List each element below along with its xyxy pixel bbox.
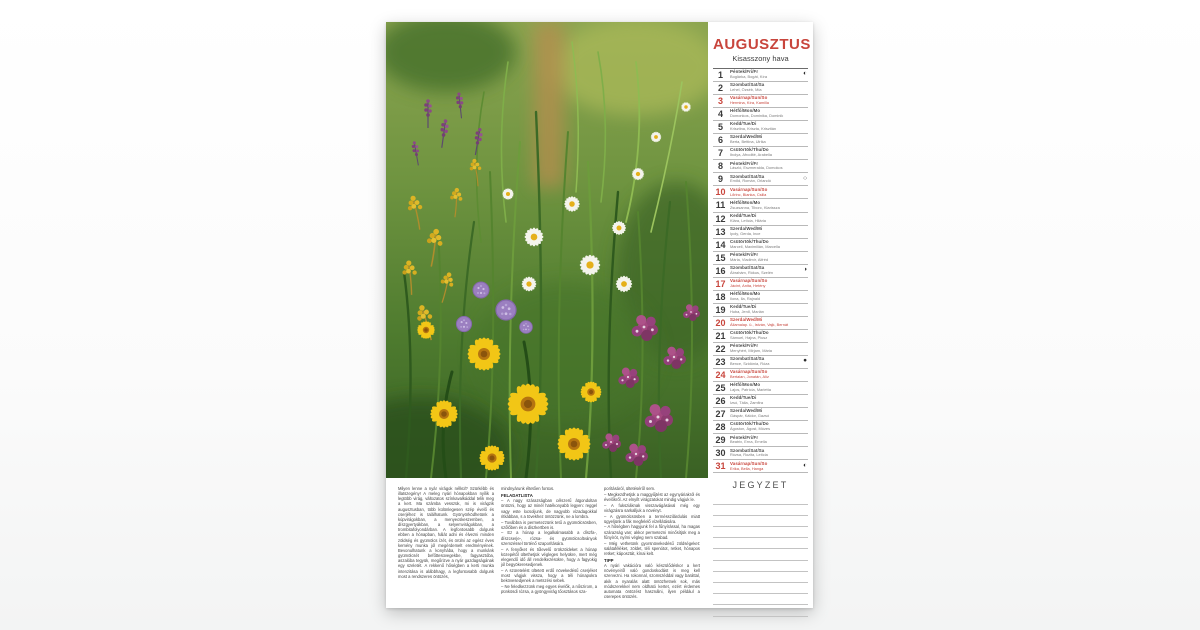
day-text: [730, 279, 799, 288]
article-column-2: [501, 486, 597, 606]
day-weekday: Kedd/Tue/Di: [730, 121, 757, 127]
day-number: 22: [715, 343, 726, 354]
task-item: – A fenyőket és tűlevelű örökzöldeket a hónap közepétől ültethetjük végleges helyükre, mert még elegendő idő áll rendelkezésükre, hogy a fagyokig jól begyökeresedjenek.: [501, 546, 597, 567]
day-names: Emőd, Román, Orlandó: [730, 178, 771, 184]
day-names: Mária, Vladimír, Alfréd: [730, 256, 769, 262]
day-number: 24: [715, 370, 726, 381]
day-number: 21: [715, 330, 726, 341]
day-weekday: Péntek/Fri/Fr: [730, 69, 759, 75]
tasklist-bullets: [501, 498, 597, 594]
day-row: [713, 447, 808, 460]
day-number: 2: [717, 83, 723, 94]
day-weekday: Szerda/Wed/Mi: [730, 225, 763, 231]
day-number: 20: [715, 317, 726, 328]
day-row: [713, 134, 808, 147]
last-quarter-icon: ◑: [803, 266, 807, 274]
day-text: [730, 331, 799, 340]
task-item: – Megkezdhetjük a maggyűjtést az egynyáriakról és évelőkről. Az elnyílt virágzatokat mindig vágjuk le.: [604, 491, 700, 502]
day-row: [713, 95, 808, 108]
day-number: 8: [717, 161, 723, 172]
task-item: – Ez a hónap a legalkalmasabb a díszfa-, díszcserje-, rózsa- és gyümölcsoltványok szemzéssel történő szaporítására.: [501, 530, 597, 546]
calendar-column: [708, 22, 813, 608]
day-names: Izsó, Tália, Zamfira: [730, 400, 764, 406]
day-text: [730, 214, 799, 223]
day-weekday: Péntek/Fri/Fr: [730, 251, 759, 257]
task-item: – Ne feledkezzünk meg egyes évelők, a nőszirom, a pünkösdi rózsa, a gyöngyvirág tőosztásos sza-: [501, 583, 597, 594]
day-text: [730, 292, 799, 301]
day-row: [713, 356, 808, 369]
day-names: Lajos, Patrícia, Marietta: [730, 387, 771, 393]
day-names: Jácint, Anita, Hetény: [730, 282, 766, 288]
full-moon-icon: ○: [803, 174, 807, 182]
day-number: 27: [715, 409, 726, 420]
day-names: Lehel, Özséb, Mía: [730, 87, 762, 93]
day-number: 23: [715, 357, 726, 368]
day-weekday: Szombat/Sat/Sa: [730, 264, 765, 270]
day-names: Államalap. ü., István, Vajk, Bernát: [730, 321, 789, 327]
day-weekday: Szerda/Wed/Mi: [730, 408, 763, 414]
note-line: [713, 605, 808, 616]
day-names: Ipoly, Gerda, Ince: [730, 230, 761, 236]
day-names: Rózsa, Rozita, Letícia: [730, 452, 768, 458]
day-text: [730, 135, 799, 144]
article-col2-lead: mindnyárunk éltetően fontos.: [501, 486, 555, 491]
day-number: 30: [715, 448, 726, 459]
day-row: [713, 213, 808, 226]
day-text: [730, 188, 799, 197]
task-item: – A fuksziáknak visszavágásával még egy virágzásra sarkalljuk a növényt.: [604, 502, 700, 513]
day-row: [713, 278, 808, 291]
day-row: [713, 186, 808, 199]
day-row: [713, 330, 808, 343]
day-number: 11: [715, 200, 726, 211]
day-names: Huba, Jenő, Marián: [730, 308, 764, 314]
notes-title: JEGYZET: [732, 480, 789, 491]
notes-lines: [713, 493, 808, 616]
day-number: 14: [715, 239, 726, 250]
day-number: 1: [717, 70, 723, 80]
note-line: [713, 583, 808, 594]
day-row: [713, 199, 808, 212]
day-names: Marcell, Maximilián, Marcella: [730, 243, 780, 249]
tip-text: A nyári vakációra való készülődéskor a kert növényeiről való gondoskodást is meg kell szervezni. Ha rokonnal, szomszéddal vagy baráttal, akik a nyaralás alatt öntözhetnek sok, más módszerekkel nem oldható kertet, ezért érdemes automata öntözést használni, ilyen például a cserepes öntözés.: [604, 563, 700, 600]
month-subtitle: Kisasszony hava: [732, 54, 789, 63]
flower-meadow-photo: [386, 22, 708, 478]
task-item: – A nagy szárazságban célszerű átgondoltan öntözni, hogy az minél hatékonyabb legyen: reggel vagy este locsoljunk, de nagyobb vízadagokkal ritkábban, s a tövekhez öntözzünk, ne a lombra.: [501, 498, 597, 519]
day-row: [713, 160, 808, 173]
day-weekday: Csütörtök/Thu/Do: [730, 421, 769, 427]
day-row: [713, 343, 808, 356]
day-text: [730, 357, 799, 366]
day-names: Domonkos, Dominika, Dominik: [730, 113, 784, 119]
day-weekday: Szerda/Wed/Mi: [730, 134, 763, 140]
note-line: [713, 505, 808, 516]
flower-meadow-illustration: [386, 22, 708, 478]
day-text: [730, 175, 799, 184]
article-column-3: [604, 486, 700, 606]
day-row: [713, 291, 808, 304]
day-number: 26: [715, 396, 726, 407]
note-line: [713, 572, 808, 583]
day-text: [730, 162, 799, 171]
day-row: [713, 108, 808, 121]
day-names: Ágoston, Ágost, Mózes: [730, 426, 771, 432]
day-names: Hermina, Kíra, Kamilla: [730, 100, 769, 106]
day-names: Ábrahám, Rókus, Szelén: [730, 269, 774, 275]
day-weekday: Péntek/Fri/Fr: [730, 434, 759, 440]
day-text: [730, 227, 799, 236]
task-item: – A szüretelést ültetett erdő növekedésű cserjéket most vágjuk vissza, hogy a téli hónapokra bekövesedjenek a metszési sebek.: [501, 567, 597, 584]
day-row: [713, 369, 808, 382]
first-quarter-icon: ◐: [803, 70, 807, 78]
day-row: [713, 121, 808, 134]
day-weekday: Csütörtök/Thu/Do: [730, 238, 769, 244]
task-item: porításáról, ültetéséről sem.: [604, 486, 656, 491]
day-text: [730, 253, 799, 262]
day-number: 7: [717, 148, 723, 159]
day-number: 18: [715, 291, 726, 302]
task-item: – A gyümölcsösben a termésszilárdulás miatt ügyeljünk a fák megfelelő vízellátására.: [604, 513, 700, 524]
day-text: [730, 383, 799, 392]
day-text: [730, 148, 799, 157]
day-names: Ilona, Ila, Rajnald: [730, 295, 761, 301]
day-number: 9: [717, 174, 723, 185]
day-text: [730, 370, 799, 379]
day-text: [730, 462, 799, 471]
day-text: [730, 318, 799, 327]
day-weekday: Szombat/Sat/Sa: [730, 82, 765, 88]
day-names: Gáspár, Káldor, Gazsó: [730, 413, 770, 419]
day-row: [713, 304, 808, 317]
article-column-1: Milyen lenne a nyár virágok nélkül? Szürkébb és illatszegény! A meleg nyári hónapokban nyílik a legtöbb virág, változatos színkavalkáddal telik meg a kert. Ma számba vesszük, mi is virágzik augusztusban, több különlegesen szép évelő és cserjéhez is találhatunk. Gyönyörködhetünk a kúpvirágokban, a menyecskeszemben, a díszgyertyákban, a selyemvirágokban, a trombitafolyondárban. A legfontosabb dolgunk ebben a hónapban, hálát adni és élvezni minden zöldség és gyümölcs ízét, és örülni az egész éves kemény munka jól megérdemelt eredményének. Bevonulhatunk a konyhába, hogy a munkánk gyümölcsét befőttesüvegekbe, fagyasztóba, aszalóba tegyük, megőrizve a nyár gazdagságának egy szeletét. A rekkenő hőségben a kerti munka intenzitása is alábbhagy, a legfontosabb dolgunk most a rendszeres öntözés,: [398, 486, 494, 579]
day-number: 4: [717, 109, 723, 120]
day-weekday: Hétfő/Mon/Mo: [730, 199, 761, 205]
tasklist-bullets-continued: [604, 486, 700, 556]
day-number: 15: [715, 252, 726, 263]
new-moon-icon: ●: [803, 357, 807, 365]
day-names: Boglárka, Bogát, Kíra: [730, 74, 767, 80]
day-row: [713, 173, 808, 186]
day-text: [730, 96, 799, 105]
day-names: Krisztina, Kriszta, Krisztián: [730, 126, 777, 132]
day-weekday: Kedd/Tue/Di: [730, 395, 757, 401]
day-text: [730, 422, 799, 431]
day-text: [730, 109, 799, 118]
day-weekday: Hétfő/Mon/Mo: [730, 382, 761, 388]
day-weekday: Szombat/Sat/Sa: [730, 173, 765, 179]
note-line: [713, 561, 808, 572]
day-row: [713, 408, 808, 421]
day-weekday: Péntek/Fri/Fr: [730, 343, 759, 349]
day-weekday: Kedd/Tue/Di: [730, 304, 757, 310]
note-line: [713, 527, 808, 538]
day-text: [730, 436, 799, 445]
day-number: 12: [715, 213, 726, 224]
article: [398, 486, 700, 606]
tasklist-heading: FELADATLISTA: [501, 492, 533, 498]
notes-section: [713, 480, 808, 616]
day-names: Beatrix, Erna, Ernella: [730, 439, 767, 445]
day-names: Sámuel, Hajna, Piusz: [730, 335, 768, 341]
day-row: [713, 460, 808, 473]
task-item: – A hőségben hagyjunk fel a fűnyírással, ha magas szárazság van; akkor permetezni minősítjük meg a fűnyírót, nyírni végleg nem szabad.: [604, 524, 700, 540]
note-line: [713, 516, 808, 527]
day-names: Erika, Bella, Hanga: [730, 465, 764, 471]
day-weekday: Hétfő/Mon/Mo: [730, 290, 761, 296]
day-weekday: Szombat/Sat/Sa: [730, 356, 765, 362]
day-names: Klára, Letícia, Hilária: [730, 217, 766, 223]
day-names: Ibolya, Afrodité, Arabella: [730, 152, 772, 158]
note-line: [713, 493, 808, 504]
day-number: 10: [715, 187, 726, 198]
day-text: [730, 240, 799, 249]
day-row: [713, 69, 808, 82]
day-number: 19: [715, 304, 726, 315]
day-list: [713, 68, 808, 473]
day-row: [713, 82, 808, 95]
day-text: [730, 266, 799, 275]
day-weekday: Vasárnap/Sun/So: [730, 369, 768, 375]
day-text: [730, 409, 799, 418]
task-item: – Még vethetünk gyorsnövekedésű zöldségeket: salátaféléket, zöldet, téli spenótot, retket, hónapos retket; káposztát, kínai kelt.: [604, 540, 700, 556]
day-number: 25: [715, 383, 726, 394]
day-number: 5: [717, 122, 723, 133]
day-row: [713, 395, 808, 408]
note-line: [713, 538, 808, 549]
first-quarter-icon: ◐: [803, 461, 807, 469]
day-text: [730, 305, 799, 314]
day-names: László, Eszmeralda, Domokos: [730, 165, 783, 171]
day-row: [713, 317, 808, 330]
day-number: 13: [715, 226, 726, 237]
day-weekday: Vasárnap/Sun/So: [730, 277, 768, 283]
day-text: [730, 201, 799, 210]
day-names: Lőrinc, Bianka, Csilla: [730, 191, 767, 197]
day-number: 28: [715, 422, 726, 433]
day-weekday: Vasárnap/Sun/So: [730, 186, 768, 192]
month-title: AUGUSZTUS: [713, 36, 811, 53]
day-number: 6: [717, 135, 723, 146]
day-number: 31: [715, 461, 726, 472]
day-names: Bence, Szidónia, Róza: [730, 361, 770, 367]
day-number: 3: [717, 96, 723, 107]
day-names: Berta, Bettina, Ulrika: [730, 139, 766, 145]
day-text: [730, 83, 799, 92]
day-text: [730, 70, 799, 79]
day-names: Bertalan, Jonatán, Alíz: [730, 374, 769, 380]
day-weekday: Csütörtök/Thu/Do: [730, 330, 769, 336]
day-text: [730, 344, 799, 353]
day-row: [713, 147, 808, 160]
day-row: [713, 434, 808, 447]
day-row: [713, 226, 808, 239]
day-weekday: Szerda/Wed/Mi: [730, 317, 763, 323]
day-row: [713, 382, 808, 395]
day-names: Zsuzsanna, Tiborc, Klarissza: [730, 204, 780, 210]
day-weekday: Szombat/Sat/Sa: [730, 447, 765, 453]
day-weekday: Péntek/Fri/Fr: [730, 160, 759, 166]
day-row: [713, 252, 808, 265]
day-weekday: Hétfő/Mon/Mo: [730, 108, 761, 114]
day-number: 16: [715, 265, 726, 276]
day-text: [730, 122, 799, 131]
day-number: 29: [715, 435, 726, 446]
day-weekday: Csütörtök/Thu/Do: [730, 147, 769, 153]
day-number: 17: [715, 278, 726, 289]
task-item: – Továbbra is permetezzünk tetű a gyümölcsösben, szőlőben és a díszkertben is.: [501, 519, 597, 530]
tip-heading: TIPP: [604, 557, 614, 563]
day-weekday: Kedd/Tue/Di: [730, 212, 757, 218]
day-weekday: Vasárnap/Sun/So: [730, 460, 768, 466]
note-line: [713, 549, 808, 560]
day-row: [713, 265, 808, 278]
note-line: [713, 594, 808, 605]
day-text: [730, 449, 799, 458]
day-names: Menyhért, Mirjam, Mária: [730, 348, 772, 354]
day-row: [713, 421, 808, 434]
day-weekday: Vasárnap/Sun/So: [730, 95, 768, 101]
day-text: [730, 396, 799, 405]
calendar-page: [386, 22, 813, 608]
day-row: [713, 239, 808, 252]
